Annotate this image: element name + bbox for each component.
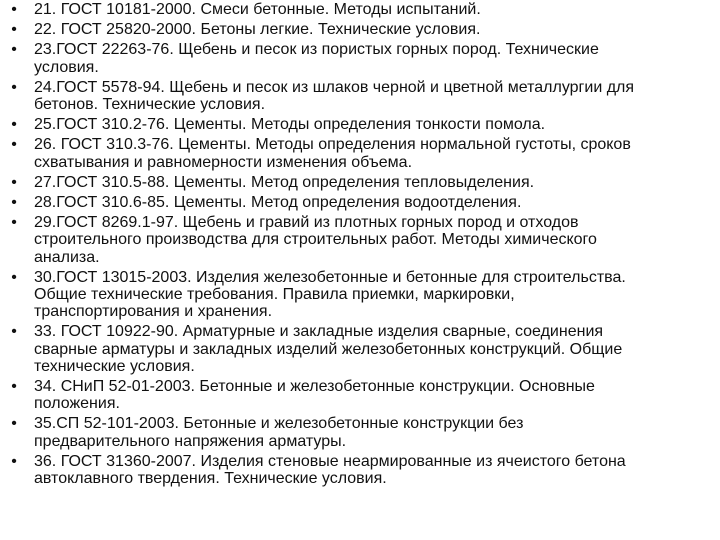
- list-item: [8, 116, 714, 133]
- list-item: [8, 415, 714, 449]
- bullet-icon: •: [11, 323, 17, 341]
- list-item: [8, 41, 714, 75]
- reference-text-line: 23.ГОСТ 22263-76. Щебень и песок из пористых горных пород. Технические: [34, 41, 599, 59]
- list-item: [8, 453, 714, 487]
- list-item: [8, 174, 714, 191]
- bullet-icon: •: [11, 452, 17, 470]
- bullet-icon: •: [11, 268, 17, 286]
- reference-text-line: 33. ГОСТ 10922-90. Арматурные и закладные изделия сварные, соединения: [34, 323, 604, 341]
- reference-text-line: технические условия.: [34, 357, 195, 375]
- list-item: [8, 21, 714, 38]
- bullet-icon: •: [11, 136, 17, 154]
- reference-text-line: 35.СП 52-101-2003. Бетонные и железобетонные конструкции без: [34, 415, 524, 433]
- reference-text-line: Общие технические требования. Правила приемки, маркировки,: [34, 286, 515, 304]
- bullet-icon: •: [11, 21, 17, 39]
- bullet-icon: •: [11, 214, 17, 232]
- bullet-icon: •: [11, 194, 17, 212]
- reference-text-line: сварные арматуры и закладных изделий железобетонных конструкций. Общие: [34, 340, 623, 358]
- reference-text-line: строительного производства для строительных работ. Методы химического: [34, 231, 597, 249]
- bullet-icon: •: [11, 116, 17, 134]
- reference-text-line: 25.ГОСТ 310.2-76. Цементы. Методы определения тонкости помола.: [34, 116, 546, 134]
- bullet-icon: •: [11, 41, 17, 59]
- list-item: [8, 79, 714, 113]
- bullet-icon: •: [11, 78, 17, 96]
- reference-text-line: схватывания и равномерности изменения объема.: [34, 153, 413, 171]
- reference-text-line: 28.ГОСТ 310.6-85. Цементы. Метод определения водоотделения.: [34, 194, 522, 212]
- reference-text-line: 27.ГОСТ 310.5-88. Цементы. Метод определения тепловыделения.: [34, 173, 535, 191]
- reference-text-line: автоклавного твердения. Технические условия.: [34, 470, 387, 488]
- reference-text-line: положения.: [34, 395, 120, 413]
- reference-text-line: 34. СНиП 52-01-2003. Бетонные и железобетонные конструкции. Основные: [34, 378, 595, 396]
- reference-text-line: предварительного напряжения арматуры.: [34, 432, 347, 450]
- list-item: [8, 269, 714, 321]
- reference-text-line: 24.ГОСТ 5578-94. Щебень и песок из шлаков черной и цветной металлургии для: [34, 78, 635, 96]
- bullet-icon: •: [11, 1, 17, 18]
- list-item: [8, 194, 714, 211]
- reference-text-line: 36. ГОСТ 31360-2007. Изделия стеновые неармированные из ячеистого бетона: [34, 452, 626, 470]
- list-item: [8, 214, 714, 266]
- reference-text-line: 29.ГОСТ 8269.1-97. Щебень и гравий из плотных горных пород и отходов: [34, 214, 579, 232]
- bullet-icon: •: [11, 378, 17, 396]
- list-item: [8, 378, 714, 412]
- list-item: [8, 1, 714, 18]
- reference-text-line: 21. ГОСТ 10181-2000. Смеси бетонные. Методы испытаний.: [34, 1, 481, 18]
- reference-text-line: условия.: [34, 58, 99, 76]
- reference-text-line: 22. ГОСТ 25820-2000. Бетоны легкие. Технические условия.: [34, 21, 481, 39]
- reference-text-line: 30.ГОСТ 13015-2003. Изделия железобетонные и бетонные для строительства.: [34, 268, 626, 286]
- bullet-icon: •: [11, 173, 17, 191]
- reference-text-line: анализа.: [34, 248, 100, 266]
- bullet-icon: •: [11, 415, 17, 433]
- reference-list: [8, 1, 714, 490]
- list-item: [8, 136, 714, 170]
- list-item: [8, 323, 714, 375]
- reference-text-line: транспортирования и хранения.: [34, 303, 273, 321]
- reference-text-line: бетонов. Технические условия.: [34, 96, 266, 114]
- reference-text-line: 26. ГОСТ 310.3-76. Цементы. Методы определения нормальной густоты, сроков: [34, 136, 631, 154]
